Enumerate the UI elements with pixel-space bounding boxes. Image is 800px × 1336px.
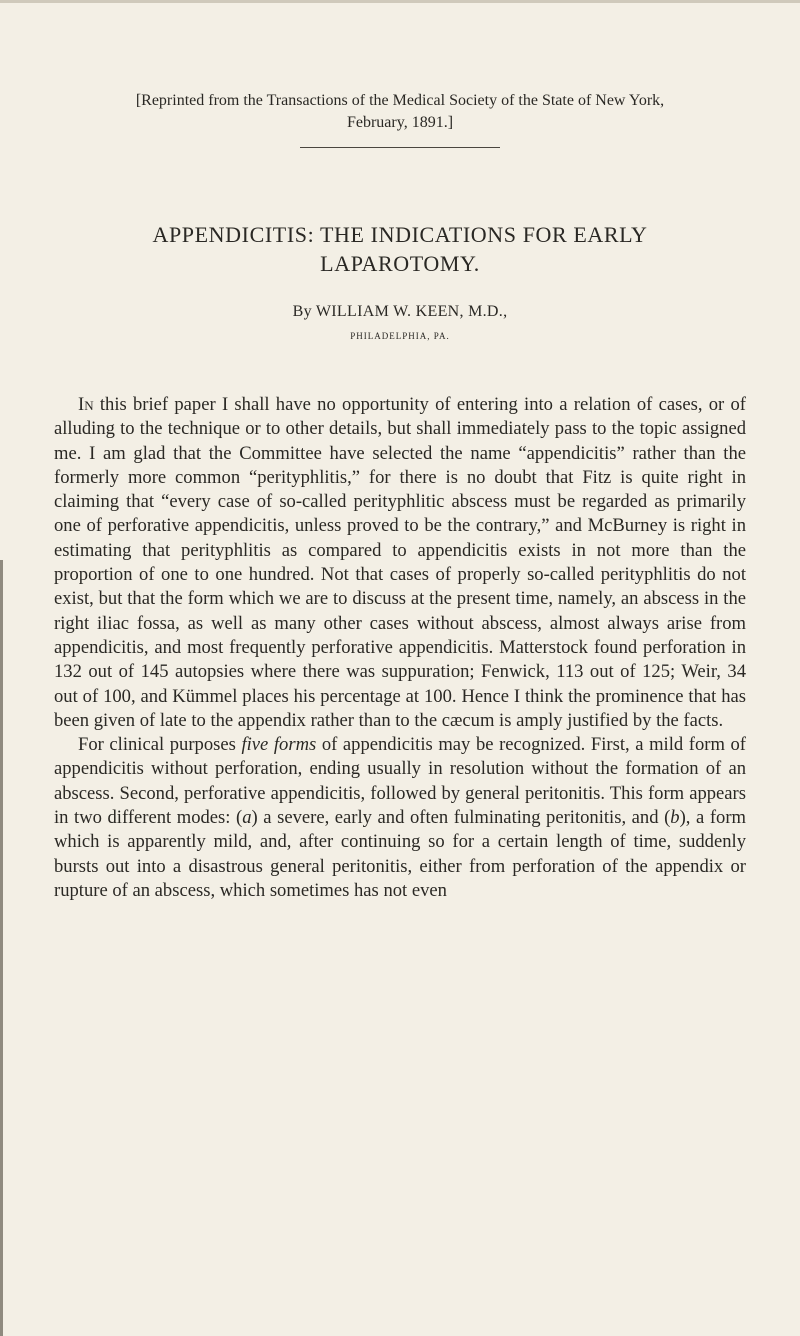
page-left-edge — [0, 560, 3, 1336]
paragraph-2-text-mid: of appendicitis may be recognized. First, a mild form of appendicitis without perforation, ending usually in resolution without the formation of an abscess. Second, perforative appendicitis, followed by general peritonitis. This form appears in two different modes: ( — [54, 734, 746, 829]
paragraph-2-emphasis: five forms — [241, 734, 317, 756]
header-rule — [300, 147, 500, 148]
article-body — [54, 393, 746, 903]
author-location: PHILADELPHIA, PA. — [350, 331, 450, 341]
article-title — [70, 220, 730, 278]
paragraph-1-text: this brief paper I shall have no opportunity of entering into a relation of cases, or of alluding to the technique or to other details, but shall immediately pass to the topic assigned me. I am glad that the Committee have selected the name “appendicitis” rather than the formerly more common “perityphlitis,” for there is no doubt that Fitz is quite right in claiming that “every case of so-called perityphlitic abscess must be regarded as primarily one of perforative appendicitis, unless proved to be the contrary,” and McBurney is right in estimating that perityphlitis as compared to appendicitis exists in not more than the proportion of one to one hundred. Not that cases of properly so-called perityphlitis do not exist, but that the form which we are to discuss at the present time, namely, an abscess in the right iliac fossa, as well as many other cases without abscess, almost always arise from appendicitis, and most frequently perforative appendicitis. Matterstock found perforation in 132 out of 145 autopsies where there was suppuration; Fenwick, 113 out of 125; Weir, 34 out of 100, and Kümmel places his percentage at 100. Hence I think the prominence that has been given of late to the appendix rather than to the cæcum is amply justified by the facts. — [54, 394, 746, 731]
reprint-notice — [90, 90, 710, 134]
paragraph-2-mode-a: a — [242, 807, 252, 829]
paragraph-2-mode-b: b — [670, 807, 680, 829]
paragraph-2-text-start: For clinical purposes — [78, 734, 242, 756]
paragraph-2-text-end: ), a form which is apparently mild, and, after continuing so for a certain length of time, suddenly bursts out into a disastrous general peritonitis, either from perforation of the appendix or rupture of an abscess, which sometimes has not even — [54, 807, 746, 901]
page-top-edge — [0, 0, 800, 3]
title-line-1: APPENDICITIS: THE INDICATIONS FOR EARLY — [152, 222, 648, 247]
reprint-line-2: February, 1891.] — [346, 114, 454, 131]
author-byline: By WILLIAM W. KEEN, M.D., — [292, 303, 508, 320]
title-line-2: LAPAROTOMY. — [320, 251, 480, 276]
reprint-line-1: [Reprinted from the Transactions of the Medical Society of the State of New York, — [135, 92, 665, 109]
paragraph-2-text-mid-2: ) a severe, early and often fulminating peritonitis, and ( — [251, 807, 671, 829]
paragraph-1 — [54, 393, 746, 733]
paragraph-1-first-word: In — [78, 394, 94, 415]
paragraph-2 — [54, 733, 746, 903]
